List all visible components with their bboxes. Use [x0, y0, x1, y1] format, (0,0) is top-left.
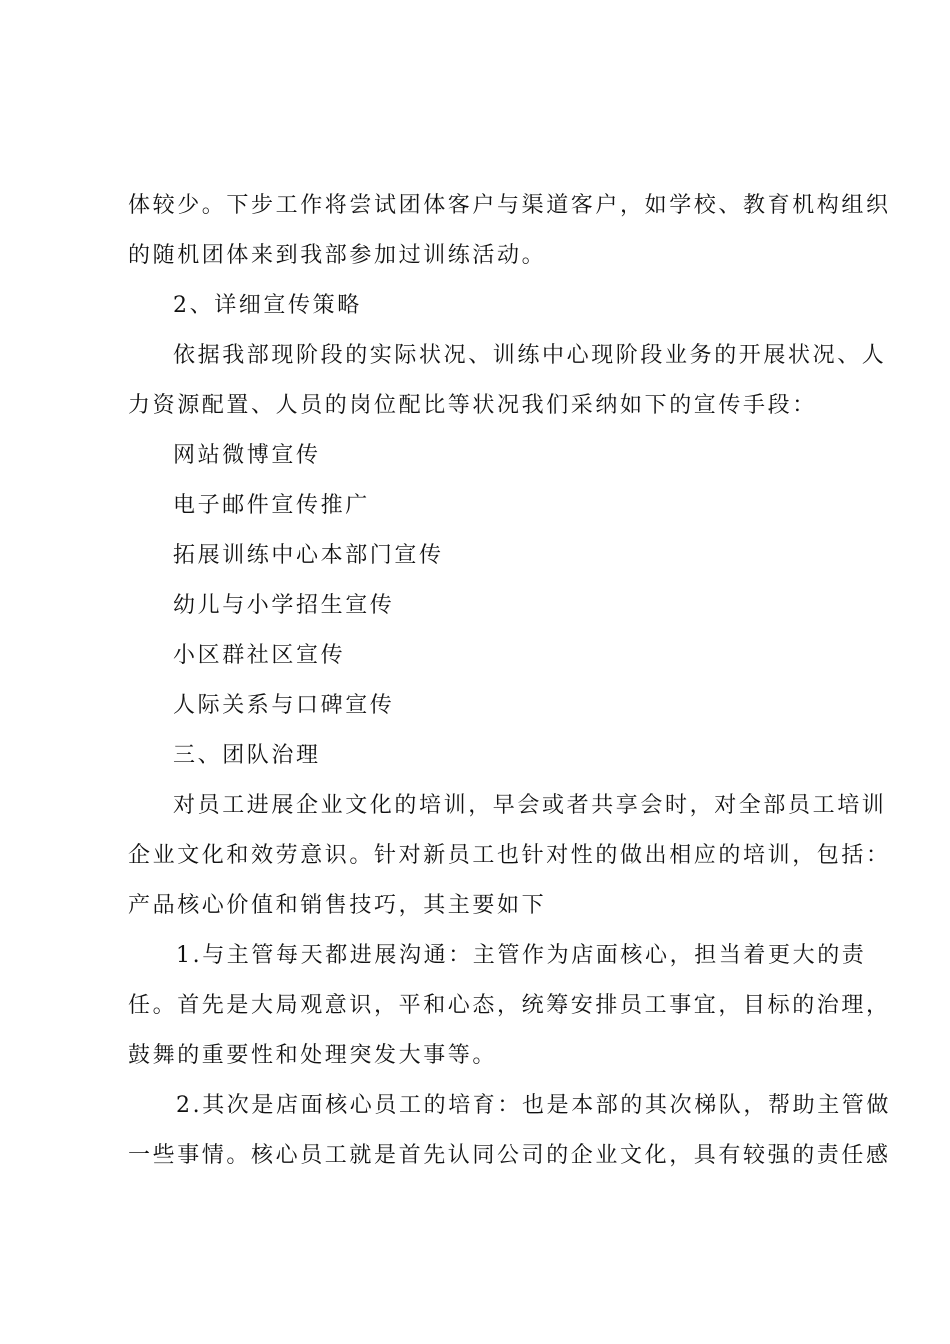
paragraph-line: 体较少。下步工作将尝试团体客户与渠道客户，如学校、教育机构组织	[128, 193, 891, 218]
numbered-paragraph-line: 2.其次是店面核心员工的培育：也是本部的其次梯队，帮助主管做	[176, 1093, 891, 1118]
paragraph-line: 依据我部现阶段的实际状况、训练中心现阶段业务的开展状况、人	[173, 343, 887, 368]
list-item: 幼儿与小学招生宣传	[173, 593, 395, 618]
section-heading: 2、详细宣传策略	[173, 293, 362, 318]
list-item: 网站微博宣传	[173, 443, 321, 468]
list-item: 电子邮件宣传推广	[173, 493, 370, 518]
paragraph-line: 任。首先是大局观意识，平和心态，统筹安排员工事宜，目标的治理，	[128, 993, 891, 1018]
paragraph-line: 一些事情。核心员工就是首先认同公司的企业文化，具有较强的责任感	[128, 1143, 891, 1168]
list-item: 小区群社区宣传	[173, 643, 346, 668]
section-heading: 三、团队治理	[173, 743, 321, 768]
paragraph-line: 企业文化和效劳意识。针对新员工也针对性的做出相应的培训，包括：	[128, 843, 891, 868]
paragraph-line: 对员工进展企业文化的培训，早会或者共享会时，对全部员工培训	[173, 793, 887, 818]
paragraph-line: 力资源配置、人员的岗位配比等状况我们采纳如下的宣传手段：	[128, 393, 817, 418]
numbered-paragraph-line: 1.与主管每天都进展沟通：主管作为店面核心，担当着更大的责	[176, 943, 867, 968]
paragraph-line: 产品核心价值和销售技巧，其主要如下	[128, 893, 547, 918]
paragraph-line: 的随机团体来到我部参加过训练活动。	[128, 243, 547, 268]
list-item: 拓展训练中心本部门宣传	[173, 543, 444, 568]
list-item: 人际关系与口碑宣传	[173, 693, 395, 718]
paragraph-line: 鼓舞的重要性和处理突发大事等。	[128, 1043, 498, 1068]
